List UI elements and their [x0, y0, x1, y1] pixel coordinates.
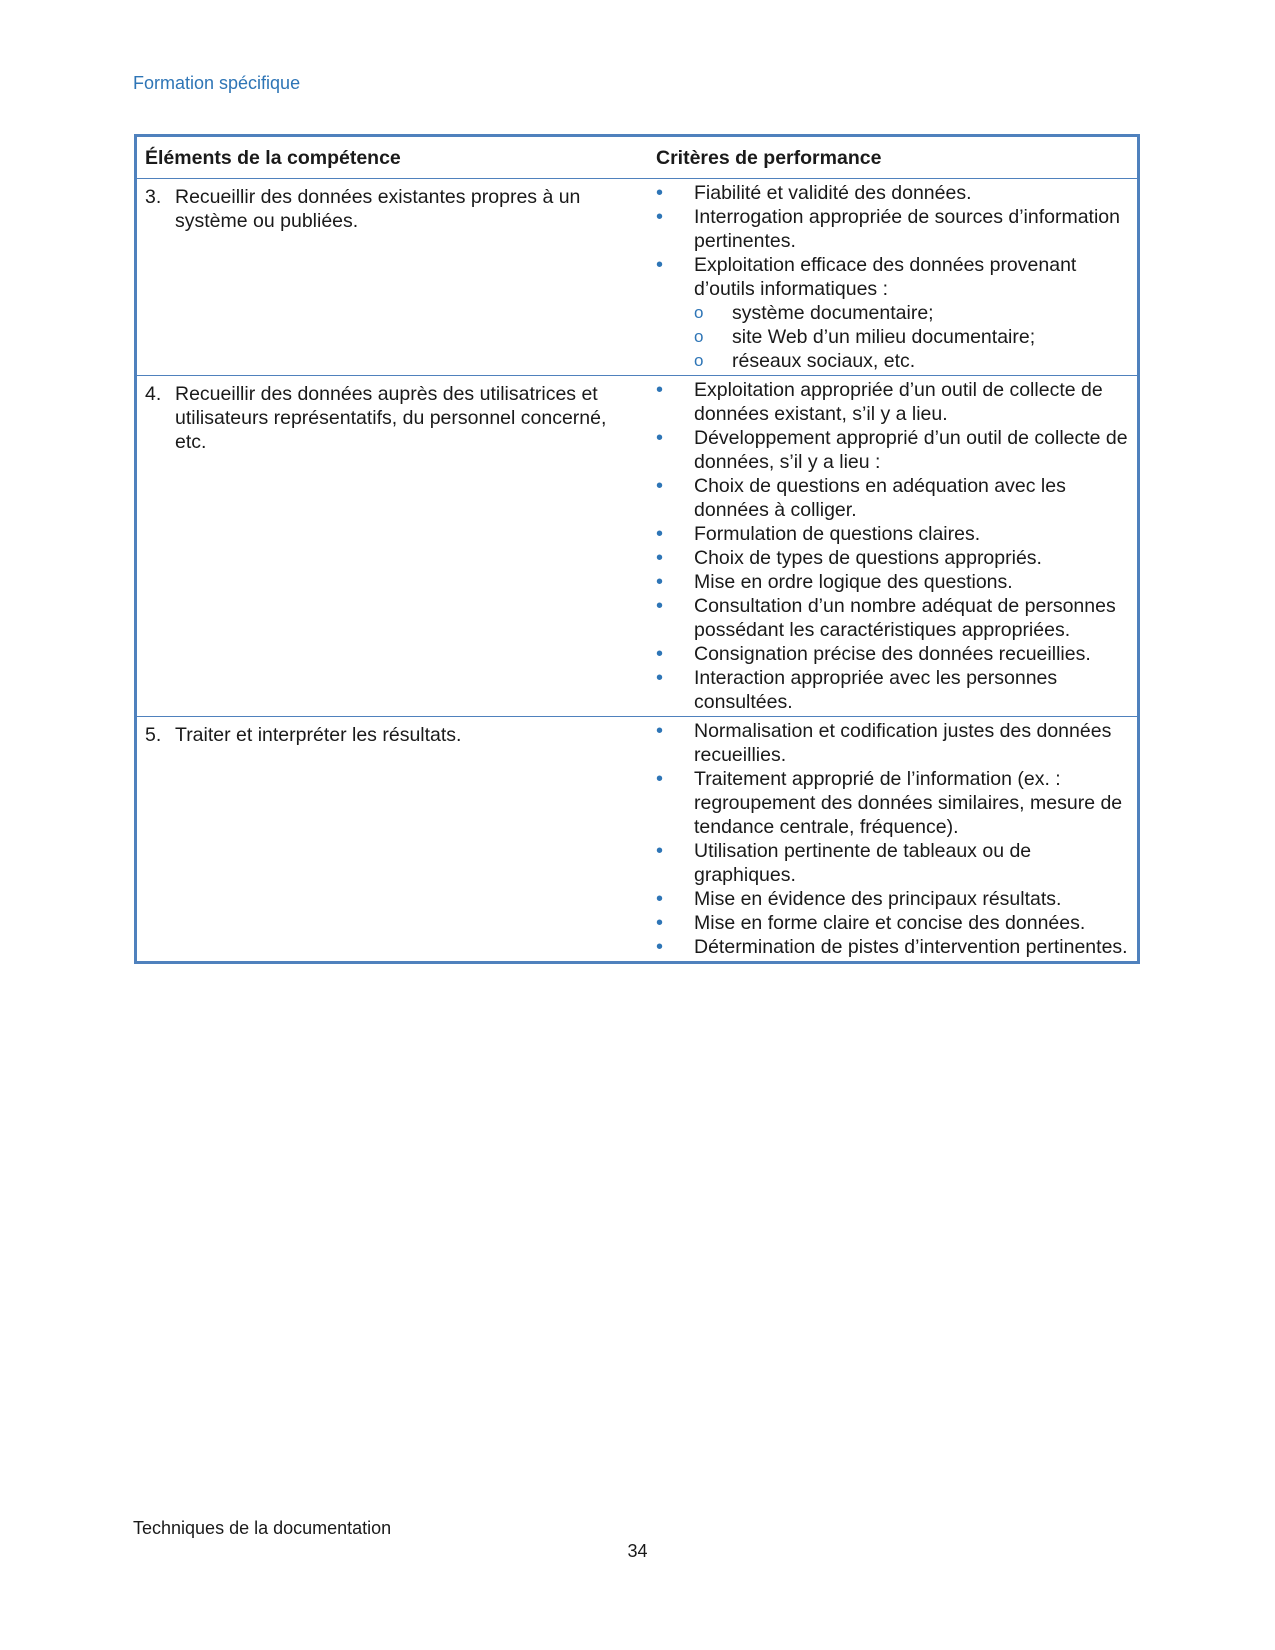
criteria-item: • Détermination de pistes d’intervention pertinentes.	[656, 935, 1131, 959]
bullet-icon	[656, 253, 694, 373]
sub-criteria-item: o système documentaire;	[694, 302, 934, 324]
criteria-item: • Consignation précise des données recueillies.	[656, 642, 1131, 666]
sub-criteria-item: o site Web d’un milieu documentaire;	[694, 326, 1036, 348]
element-text: Recueillir des données auprès des utilisatrices et utilisateurs représentatifs, du personnel concerné, etc.	[175, 383, 607, 453]
bullet-icon	[656, 474, 694, 522]
element-cell	[137, 717, 648, 962]
element-number: 3.	[145, 186, 162, 208]
running-header: Formation spécifique	[133, 73, 301, 93]
page-number: 34	[627, 1541, 648, 1561]
sub-criteria-item: o réseaux sociaux, etc.	[694, 350, 916, 372]
bullet-icon	[656, 570, 694, 594]
criteria-cell	[648, 376, 1137, 717]
criteria-item: • Mise en forme claire et concise des données.	[656, 911, 1131, 935]
bullet-icon	[656, 911, 694, 935]
criteria-cell	[648, 179, 1137, 376]
circle-bullet-icon: o	[694, 303, 704, 322]
criteria-item: • Interrogation appropriée de sources d’information pertinentes.	[656, 205, 1131, 253]
bullet-icon	[656, 378, 694, 426]
table-row	[137, 376, 1137, 717]
bullet-icon	[656, 522, 694, 546]
bullet-icon	[656, 546, 694, 570]
element-text: Recueillir des données existantes propres à un système ou publiées.	[175, 186, 581, 232]
criteria-item: • Consultation d’un nombre adéquat de personnes possédant les caractéristiques appropriées.	[656, 594, 1131, 642]
circle-bullet-icon: o	[694, 351, 704, 370]
bullet-icon	[656, 887, 694, 911]
circle-bullet-icon: o	[694, 327, 704, 346]
criteria-item: • Normalisation et codification justes des données recueillies.	[656, 719, 1131, 767]
element-cell	[137, 376, 648, 717]
column-header-criteria: Critères de performance	[648, 137, 1137, 179]
bullet-icon	[656, 426, 694, 474]
bullet-icon	[656, 594, 694, 642]
element-number: 5.	[145, 724, 162, 746]
bullet-icon	[656, 935, 694, 959]
column-header-elements: Éléments de la compétence	[137, 137, 648, 179]
criteria-item: • Choix de types de questions appropriés.	[656, 546, 1131, 570]
criteria-item: • Choix de questions en adéquation avec les données à colliger.	[656, 474, 1131, 522]
bullet-icon	[656, 205, 694, 253]
criteria-item: • Mise en évidence des principaux résultats.	[656, 887, 1131, 911]
running-footer: Techniques de la documentation	[133, 1518, 392, 1538]
table-row	[137, 717, 1137, 962]
bullet-icon	[656, 666, 694, 714]
bullet-icon	[656, 839, 694, 887]
criteria-item: • Utilisation pertinente de tableaux ou de graphiques.	[656, 839, 1131, 887]
bullet-icon	[656, 642, 694, 666]
table-row	[137, 179, 1137, 376]
competence-table	[134, 134, 1140, 964]
criteria-item: • Mise en ordre logique des questions.	[656, 570, 1131, 594]
criteria-item: • Traitement approprié de l’information (ex. : regroupement des données similaires, mesure de tendance centrale, fréquence).	[656, 767, 1131, 839]
criteria-item: • Interaction appropriée avec les personnes consultées.	[656, 666, 1131, 714]
criteria-item: • Développement approprié d’un outil de collecte de données, s’il y a lieu :	[656, 426, 1131, 474]
criteria-item: • Formulation de questions claires.	[656, 522, 1131, 546]
element-number: 4.	[145, 383, 162, 405]
criteria-item: • Exploitation appropriée d’un outil de collecte de données existant, s’il y a lieu.	[656, 378, 1131, 426]
criteria-cell	[648, 717, 1137, 962]
bullet-icon	[656, 767, 694, 839]
element-text: Traiter et interpréter les résultats.	[175, 724, 462, 746]
criteria-item: • Fiabilité et validité des données.	[656, 181, 1131, 205]
element-cell	[137, 179, 648, 376]
criteria-item: • Exploitation efficace des données provenant d’outils informatiques : o système documentaire; o site Web d’un milieu documentaire; o réseaux sociaux, etc.	[656, 253, 1131, 373]
bullet-icon	[656, 719, 694, 767]
sub-criteria-list	[694, 301, 1131, 373]
bullet-icon	[656, 181, 694, 205]
